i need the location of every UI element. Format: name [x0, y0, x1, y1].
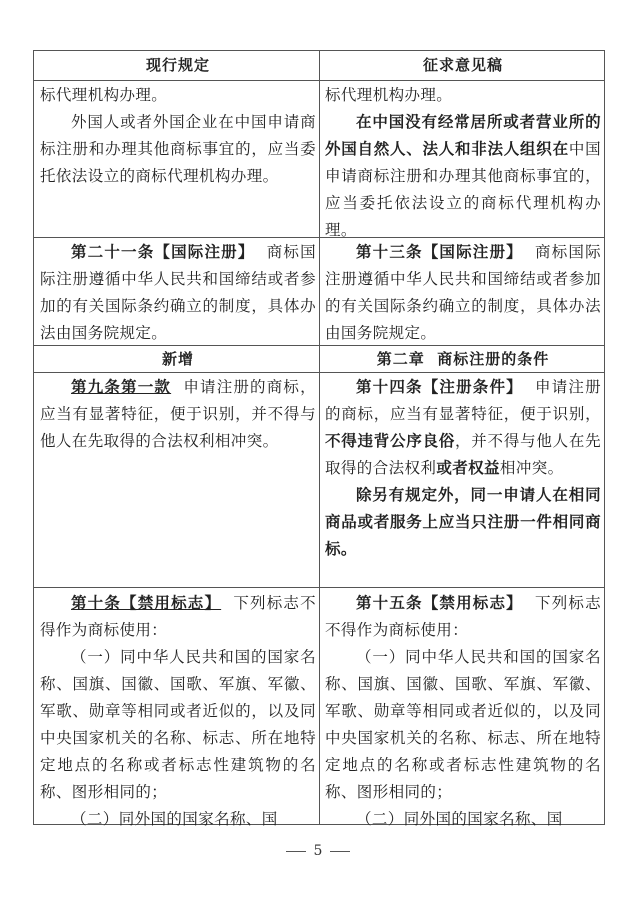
article — [325, 374, 601, 482]
article-title: 第十三条【国际注册】 — [356, 243, 523, 261]
article-text: 下列标志不得作为商标使用： — [325, 594, 601, 639]
row2-right — [325, 239, 601, 347]
footer-dash — [330, 851, 350, 852]
row5-right — [325, 590, 601, 833]
page-number: 5 — [313, 843, 323, 859]
added-text: 或者权益 — [436, 459, 500, 477]
column-divider — [319, 51, 320, 824]
row2-left — [40, 239, 316, 347]
article — [40, 590, 316, 644]
article — [325, 590, 601, 644]
continued-text: 标代理机构办理。 — [325, 86, 453, 104]
chapter-heading: 第二章 商标注册的条件 — [376, 350, 550, 368]
article-title: 第二十一条【国际注册】 — [71, 243, 255, 261]
list-item: （二）同外国的国家名称、国 — [356, 810, 563, 828]
list-item: （一）同中华人民共和国的国家名称、国旗、国徽、国歌、军旗、军徽、军歌、勋章等相同或者近似的，以及同中央国家机关的名称、标志、所在地特定地点的名称或者标志性建筑物的名称、图形相同的； — [325, 648, 601, 801]
added-text: 不得违背公序良俗 — [325, 432, 456, 450]
comparison-table — [33, 50, 605, 828]
footer-dash — [286, 851, 306, 852]
article-text: 商标国际注册遵循中华人民共和国缔结或者参加的有关国际条约确立的制度，具体办法由国务院规定。 — [40, 243, 316, 342]
row1-right — [325, 82, 601, 244]
article-text: 申请注册的商标，应当有显著特征，便于识别， — [325, 378, 601, 423]
page-footer — [0, 843, 636, 859]
row1-left — [40, 82, 316, 190]
header-draft: 征求意见稿 — [422, 56, 503, 74]
article-text: 相冲突。 — [499, 459, 564, 477]
continued-text: 标代理机构办理。 — [40, 86, 168, 104]
header-current-rules: 现行规定 — [145, 56, 210, 74]
row-divider — [34, 587, 604, 588]
article-text: 申请注册的商标，应当有显著特征，便于识别，并不得与他人在先取得的合法权利相冲突。 — [40, 378, 317, 450]
row4-right — [325, 374, 601, 563]
article — [325, 239, 601, 347]
paragraph-text: 中国申请商标注册和办理其他商标事宜的，应当委托依法设立的商标代理机构办理。 — [325, 140, 601, 239]
article-title: 第十条【禁用标志】 — [71, 594, 222, 612]
row5-left — [40, 590, 316, 833]
article — [40, 239, 316, 347]
list-item: （一）同中华人民共和国的国家名称、国旗、国徽、国歌、军旗、军徽、军歌、勋章等相同或者近似的，以及同中央国家机关的名称、标志、所在地特定地点的名称或者标志性建筑物的名称、图形相同的； — [40, 648, 316, 801]
new-label: 新增 — [161, 350, 194, 368]
paragraph — [325, 109, 601, 244]
paragraph: 外国人或者外国企业在中国申请商标注册和办理其他商标事宜的，应当委托依法设立的商标代理机构办理。 — [40, 113, 316, 185]
article-title: 第十四条【注册条件】 — [356, 378, 523, 396]
added-paragraph: 除另有规定外，同一申请人在相同商品或者服务上应当只注册一件相同商标。 — [325, 486, 601, 558]
list-item: （二）同外国的国家名称、国 — [71, 810, 278, 828]
article-title: 第九条第一款 — [71, 378, 172, 396]
article — [40, 374, 316, 455]
article-text: ，并不得与他人在先取得的合法权利 — [325, 432, 601, 477]
article-text: 商标国际注册遵循中华人民共和国缔结或者参加的有关国际条约确立的制度，具体办法由国务院规定。 — [325, 243, 601, 342]
added-text: 在中国没有经常居所或者营业所的外国自然人、法人和非法人组织在 — [325, 113, 601, 158]
row-divider — [34, 80, 604, 81]
row4-left — [40, 374, 316, 455]
article-text: 下列标志不得作为商标使用： — [40, 594, 316, 639]
article-title: 第十五条【禁用标志】 — [356, 594, 523, 612]
